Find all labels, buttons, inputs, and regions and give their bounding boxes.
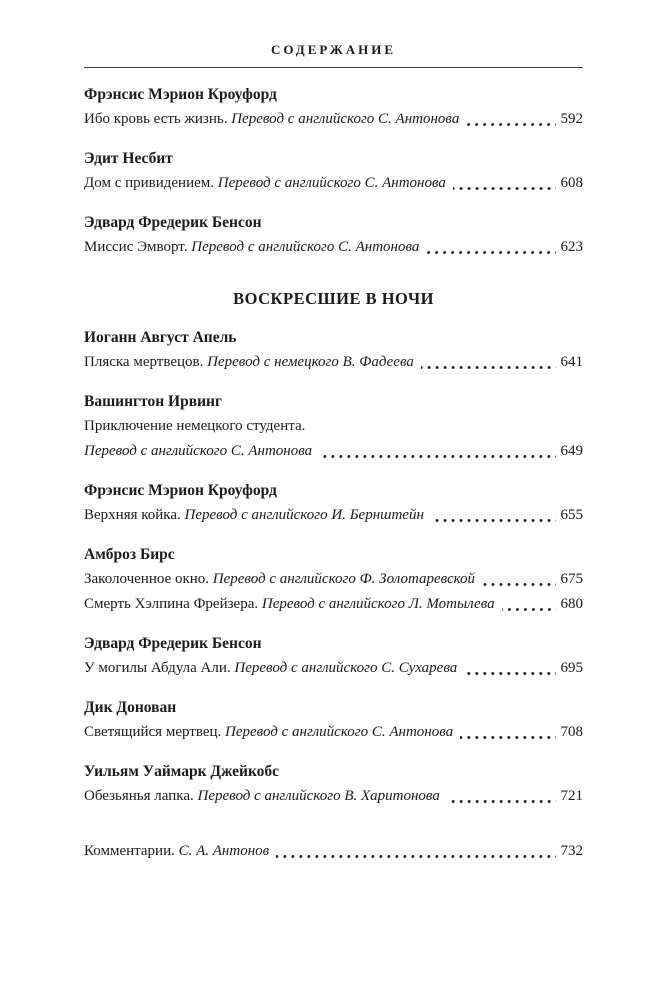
page-number: 695 <box>560 660 583 676</box>
work-title: Обезьянья лапка. <box>84 788 194 804</box>
author-name: Иоганн Август Апель <box>84 329 237 346</box>
section-heading: ВОСКРЕСШИЕ В НОЧИ <box>233 289 434 308</box>
author-name: Фрэнсис Мэрион Кроуфорд <box>84 86 277 103</box>
translation-credit: Перевод с английского С. Антонова <box>217 175 446 191</box>
translation-credit: Перевод с английского С. Антонова <box>84 443 313 459</box>
toc-section-resurrected <box>84 325 583 809</box>
dot-leader <box>460 736 555 739</box>
work-title: Верхняя койка. <box>84 507 181 523</box>
translation-credit: Перевод с английского С. Антонова <box>231 111 460 127</box>
commentary-line <box>84 839 583 864</box>
work-text <box>84 414 305 439</box>
translation-credit: Перевод с английского И. Бернштейн <box>184 507 424 523</box>
work-title: Светящийся мертвец. <box>84 724 222 740</box>
toc-line <box>84 107 583 132</box>
toc-line <box>84 720 583 745</box>
work-title: Дом с привидением. <box>84 175 215 191</box>
translation-credit: Перевод с английского С. Антонова <box>225 724 454 740</box>
dot-leader <box>466 123 555 126</box>
contents-header: СОДЕРЖАНИЕ <box>84 42 583 68</box>
page-number: 608 <box>560 175 583 191</box>
toc-entry <box>84 146 583 196</box>
toc-entry <box>84 695 583 745</box>
work-title: Миссис Эмворт. <box>84 239 188 255</box>
toc-entry <box>84 478 583 528</box>
dot-leader <box>502 608 556 611</box>
translation-credit: Перевод с английского С. Антонова <box>191 239 420 255</box>
page-number: 623 <box>560 239 583 255</box>
work-text <box>84 503 424 528</box>
work-text <box>84 350 414 375</box>
work-title: У могилы Абдула Али. <box>84 660 231 676</box>
toc-line <box>84 784 583 809</box>
work-text <box>84 107 459 132</box>
page-number: 655 <box>560 507 583 523</box>
page-number: 680 <box>560 596 583 612</box>
author-name: Уильям Уаймарк Джейкобс <box>84 763 280 780</box>
work-text <box>84 235 419 260</box>
page-number: 641 <box>560 354 583 370</box>
work-text <box>84 784 440 809</box>
translation-credit: Перевод с английского Ф. Золотаревской <box>212 571 476 587</box>
author-name: Амброз Бирс <box>84 546 175 563</box>
toc-line <box>84 592 583 617</box>
author-name: Фрэнсис Мэрион Кроуфорд <box>84 482 277 499</box>
page-number: 732 <box>560 843 583 859</box>
author-name: Эдит Несбит <box>84 150 173 167</box>
toc-line <box>84 503 583 528</box>
translation-credit: Перевод с немецкого В. Фадеева <box>207 354 414 370</box>
author-name: Вашингтон Ирвинг <box>84 393 222 410</box>
toc-entry <box>84 631 583 681</box>
work-title: Заколоченное окно. <box>84 571 210 587</box>
author-name: Эдвард Фредерик Бенсон <box>84 635 262 652</box>
dot-leader <box>453 187 556 190</box>
toc-line <box>84 350 583 375</box>
work-text <box>84 567 475 592</box>
author-name: Дик Донован <box>84 699 177 716</box>
toc-line <box>84 235 583 260</box>
work-title: Смерть Хэлпина Фрейзера. <box>84 596 259 612</box>
work-text <box>84 439 312 464</box>
dot-leader <box>482 583 555 586</box>
dot-leader <box>426 251 555 254</box>
dot-leader <box>276 855 555 858</box>
work-text <box>84 592 495 617</box>
work-title: Приключение немецкого студента. <box>84 418 306 434</box>
work-text <box>84 839 269 864</box>
dot-leader <box>447 800 556 803</box>
page-number: 708 <box>560 724 583 740</box>
dot-leader <box>319 455 555 458</box>
dot-leader <box>421 366 556 369</box>
work-text <box>84 171 446 196</box>
toc-line <box>84 171 583 196</box>
work-title: Пляска мертвецов. <box>84 354 204 370</box>
toc-entry <box>84 759 583 809</box>
toc-line <box>84 414 583 439</box>
page-number: 592 <box>560 111 583 127</box>
toc-line <box>84 567 583 592</box>
page-number: 649 <box>560 443 583 459</box>
work-text <box>84 720 453 745</box>
translation-credit: Перевод с английского В. Харитонова <box>197 788 440 804</box>
dot-leader <box>464 672 555 675</box>
commentary-title: Комментарии. <box>84 843 175 859</box>
page-number: 675 <box>560 571 583 587</box>
toc-entry <box>84 389 583 464</box>
author-name: Эдвард Фредерик Бенсон <box>84 214 262 231</box>
translation-credit: Перевод с английского Л. Мотылева <box>261 596 495 612</box>
commentary-author: С. А. Антонов <box>178 843 270 859</box>
toc-line <box>84 656 583 681</box>
translation-credit: Перевод с английского С. Сухарева <box>234 660 458 676</box>
toc-line <box>84 439 583 464</box>
toc-entry <box>84 325 583 375</box>
toc-section-main <box>84 82 583 260</box>
dot-leader <box>431 519 556 522</box>
toc-entry <box>84 210 583 260</box>
work-title: Ибо кровь есть жизнь. <box>84 111 228 127</box>
toc-entry <box>84 82 583 132</box>
work-text <box>84 656 457 681</box>
toc-entry <box>84 542 583 617</box>
page-number: 721 <box>560 788 583 804</box>
